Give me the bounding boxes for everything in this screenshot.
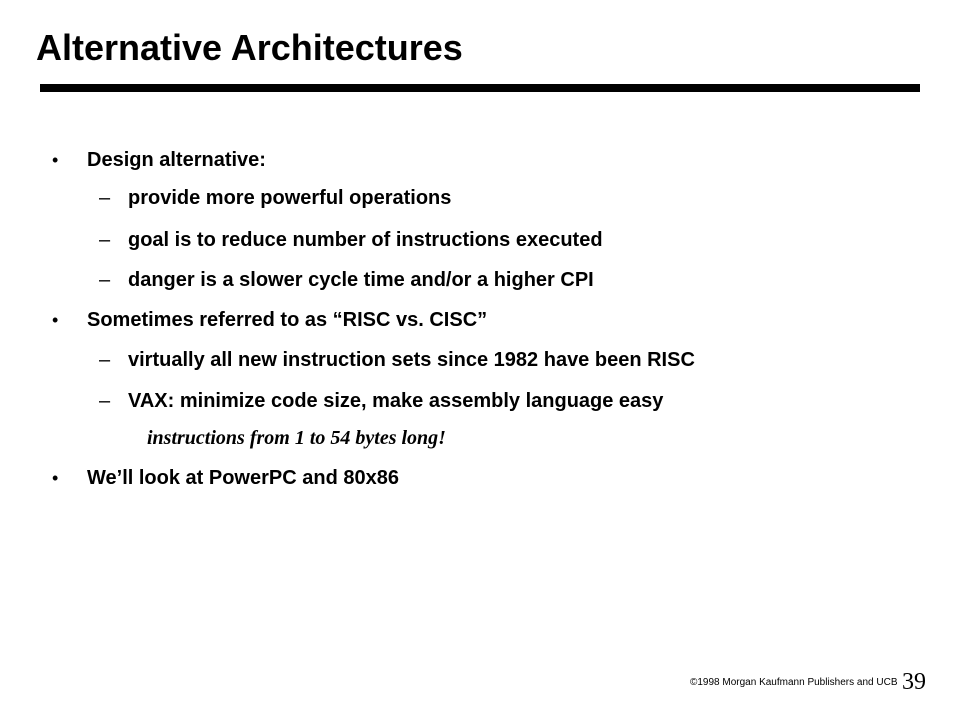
bullet-marker: • (52, 150, 59, 170)
page-number: 39 (902, 669, 926, 695)
bullet-text: Design alternative: (87, 149, 266, 171)
dash-marker: – (99, 349, 111, 371)
sub-bullet-text: danger is a slower cycle time and/or a higher CPI (128, 269, 594, 291)
sub-bullet-text: provide more powerful operations (128, 187, 452, 209)
bullet-text: We’ll look at PowerPC and 80x86 (87, 467, 399, 489)
copyright-footer: ©1998 Morgan Kaufmann Publishers and UCB (690, 677, 898, 688)
sub-bullet-text: goal is to reduce number of instructions executed (128, 229, 603, 251)
dash-marker: – (99, 229, 111, 251)
italic-note: instructions from 1 to 54 bytes long! (147, 427, 446, 449)
dash-marker: – (99, 390, 111, 412)
sub-bullet-text: virtually all new instruction sets since 1982 have been RISC (128, 349, 695, 371)
bullet-marker: • (52, 468, 59, 488)
sub-bullet-text: VAX: minimize code size, make assembly language easy (128, 390, 664, 412)
dash-marker: – (99, 269, 111, 291)
bullet-marker: • (52, 310, 59, 330)
bullet-text: Sometimes referred to as “RISC vs. CISC” (87, 309, 488, 331)
dash-marker: – (99, 187, 111, 209)
slide-title: Alternative Architectures (36, 27, 463, 68)
title-rule (40, 84, 920, 92)
